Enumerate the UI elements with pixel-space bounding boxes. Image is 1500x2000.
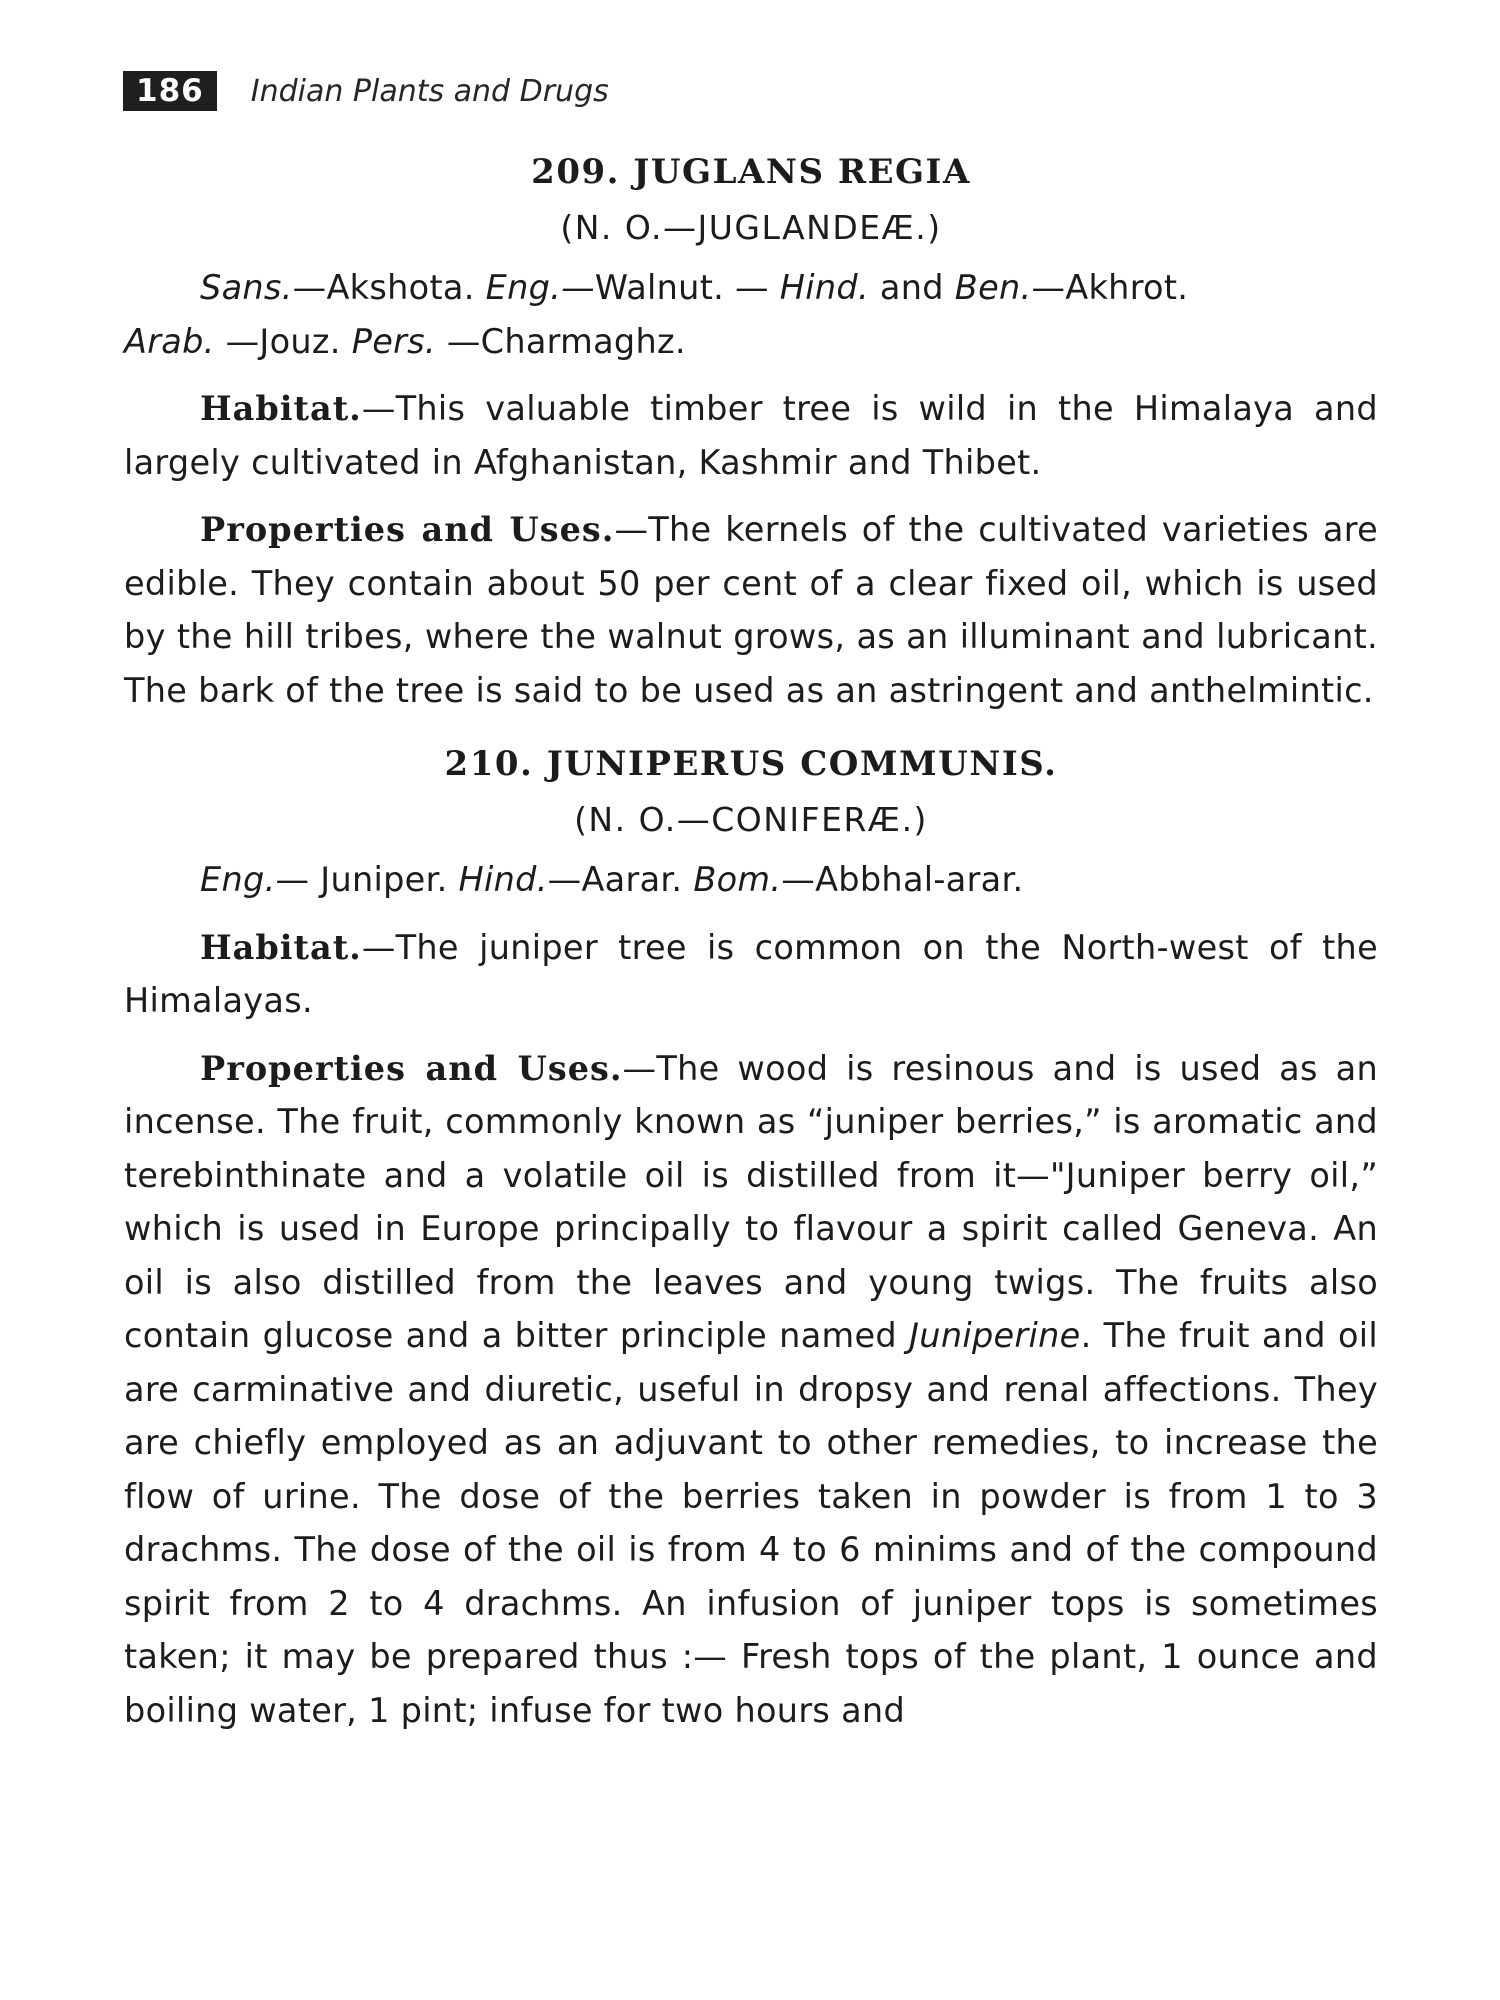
name-value: —Jouz. (214, 321, 341, 361)
page-number: 186 (123, 71, 217, 111)
vernacular-names (124, 261, 1378, 368)
italic-term: Juniperine (909, 1316, 1081, 1355)
entry-title: 210. JUNIPERUS COMMUNIS. (444, 744, 1058, 784)
properties-paragraph (124, 503, 1378, 717)
name-value: —Aarar. (547, 860, 694, 899)
book-title: Indian Plants and Drugs (250, 73, 609, 109)
entry-juniperus-communis (124, 737, 1378, 1737)
properties-paragraph (124, 1042, 1378, 1738)
name-label: Ben. (954, 268, 1032, 307)
name-label: Hind. (779, 268, 869, 307)
properties-label: Properties and Uses. (200, 510, 615, 549)
properties-label: Properties and Uses. (200, 1048, 623, 1088)
name-label: Bom. (693, 860, 782, 899)
page-body (124, 145, 1378, 1737)
name-value: —Akshota. (292, 268, 475, 307)
name-value: —Charmaghz. (435, 321, 686, 361)
name-value: —Akhrot. (1031, 268, 1189, 307)
name-label: Sans. (200, 268, 293, 307)
name-label: Pers. (351, 321, 436, 361)
habitat-label: Habitat. (200, 389, 362, 428)
habitat-paragraph (124, 921, 1378, 1028)
entry-juglans-regia (124, 145, 1378, 717)
properties-text: . The fruit and oil are carminative and diuretic, useful in dropsy and renal affections. They are chiefly employed as an adjuvant to other remedies, to increase the flow of urine. The dose of the berries taken in powder is from 1 to 3 drachms. The dose of the oil is from 4 to 6 minims and of the compound spirit from 2 to 4 drachms. An infusion of juniper tops is sometimes taken; it may be prepared thus :— Fresh tops of the plant, 1 ounce and boiling water, 1 pint; infuse for two hours and (124, 1316, 1378, 1730)
name-value: —Abbhal-arar. (781, 860, 1024, 899)
name-value: —Walnut. — (561, 268, 769, 307)
properties-text: —The kernels of the cultivated varieties are edible. They contain about 50 per cent of a clear fixed oil, which is used by the hill tribes, where the walnut grows, as an illuminant and lubricant. The bark of the tree is said to be used as an astringent and anthelmintic. (124, 510, 1378, 710)
natural-order: (N. O.—JUGLANDEÆ.) (560, 208, 942, 247)
habitat-text: —This valuable timber tree is wild in the Himalaya and largely cultivated in Afghanistan, Kashmir and Thibet. (124, 389, 1378, 482)
habitat-text: —The juniper tree is common on the North-west of the Himalayas. (124, 927, 1378, 1020)
name-label: Hind. (458, 860, 548, 899)
habitat-label: Habitat. (200, 927, 362, 967)
name-value: — Juniper. (275, 860, 459, 899)
habitat-paragraph (124, 382, 1378, 489)
running-head (123, 70, 609, 112)
name-label: Arab. (124, 321, 215, 361)
entry-title: 209. JUGLANS REGIA (531, 152, 971, 192)
name-label: Eng. (200, 860, 276, 899)
name-value: and (868, 268, 955, 307)
name-label: Eng. (485, 268, 562, 307)
properties-text: —The wood is resinous and is used as an incense. The fruit, commonly known as “juniper berries,” is aromatic and terebinthinate and a volatile oil is distilled from it—"Juniper berry oil,” which is used in Europe principally to flavour a spirit called Geneva. An oil is also distilled from the leaves and young twigs. The fruits also contain glucose and a bitter principle named (124, 1048, 1378, 1355)
natural-order: (N. O.—CONIFERÆ.) (574, 800, 928, 839)
vernacular-names (124, 853, 1378, 907)
